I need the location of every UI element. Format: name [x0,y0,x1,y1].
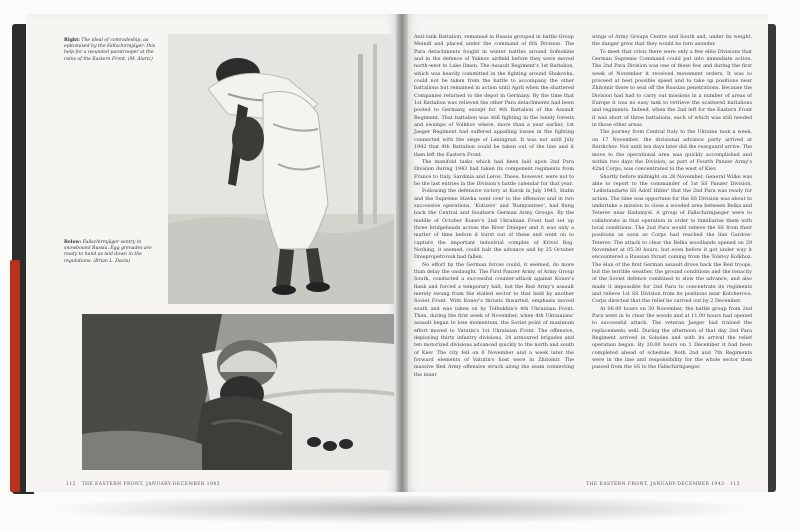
left-running-head: THE EASTERN FRONT, JANUARY-DECEMBER 1943 [81,482,220,487]
photo-sentry-snow-image [82,314,394,470]
column-b-paragraph: The journey from Central Italy to the Ukraine took a week, on 17 November, the divisional advance party arrived at Berdichev. Not until ten days later did the rearguard arrive. The move to the operational area was quickly accomplished and within two days the Division, as part of Fourth Panzer Army's 42nd Corps, was concentrated to the west of Kiev. [592,129,752,173]
photo-sentry-snow [82,314,394,470]
text-column-a [414,34,574,379]
right-folio: 113 [729,482,740,487]
column-b-paragraph: Shortly before midnight on 28 November, General Wilke was able to report to the commander of 1st SS Panzer Division, 'Leibstandarte SS Adolf Hitler' that the 2nd Para was ready for action. The time was opportune for the SS Division was about to undertake a mission to close a wooded area between Belka and Teterev near Radomysl. A group of Fallschirmjaeger were to collaborate in that operation in order to familiarise them with local conditions. The 2nd Para would relieve the SS from their positions as soon as Corps had reached the line Gardow-Teterev. The attack to clear the Belka woodlands opened on 29 November at 05.30 hours, but even before it got under way it encountered a Russian thrust coming from the Tolstoy Kolkhoz. The élan of the first German assault drove back the Red troops, but the terrible weather, the ground conditions and the tenacity of the Soviet defence combined to slow the advance, and also made it impossible for 2nd Para to concentrate its regiments and relieve 1st SS Division from its positions near Kotcherovo. Corps directed that the relief be carried out by 2 December. [592,173,752,305]
caption-bottom [64,240,160,265]
column-a-paragraph: Following the defensive victory at Kursk in July 1943, Stalin and the Supreme Stavka went over to the offensive and in two successive operations, 'Kutuzov' and 'Rumyantsev', had flung back the Central and Southern German Army Groups. By the middle of October Konev's 2nd Ukrainian Front had set up three bridgeheads across the River Dnieper and it was only a matter of time before it burst out of these and went on to capture the important industrial complex of Krivoi Rog. Nothing, it seemed, could halt the advance and by 25 October Dniepropetrovsk had fallen. [414,188,574,261]
book-cover-red-edge [10,260,20,492]
photo-carrying-wounded [168,34,394,304]
photo-carrying-wounded-image [168,34,394,304]
right-page-footer [586,482,740,487]
column-b-paragraph: To meet that crisis there were only a few elite Divisions that German Supreme Command could put into immediate action. The 2nd Para Division was one of these few and during the first week of November it received movement orders. It was to proceed at best possible speed and to take up positions near Zhitomir there to seal off the Russian penetrations. Because the Division had had to carry out missions in a number of areas of Europe it was no easy task to retrieve the scattered battalions and regiments. Indeed, when the 2nd left for the Eastern Front it was short of three battalions, each of which was still needed in those other areas. [592,48,752,129]
book-gutter [396,14,408,492]
caption-top-text: The ideal of comradeship, as epitomised by the Fallschirmjäger: this help for a wounded paratrooper at the ruins of the Eastern Front. (M. Alaric) [64,38,156,62]
right-running-head: THE EASTERN FRONT, JANUARY-DECEMBER 1943 [586,482,725,487]
column-a-paragraph: Anti-tank Battalion, remained in Russia grouped in battle Group Meindl and placed under the command of 6th Division. The Para detachments fought in winter battles around Sofeokine and in the defence of Yuknov airfield before they were moved north-west to Lake Ilmen. The Assault Regiment's 1st Battalion, which was heavily committed in the fighting around Shakovka, could not be taken from the battle to accompany the other battalions but remained in action until April when the shattered Companies returned to the depot in Germany. By the time that 1st Battalion was relieved the other Para detachments had been posted to Germany, except for 4th Battalion of the Assault Regiment. That battalion was still fighting in the lonely forests and swamps of Volkhov where, more than a year earlier, 1st Jaeger Regiment had suffered appalling losses in the fighting connected with the siege of Leningrad. It was not until July 1942 that 4th Battalion could be taken out of the line and it then left the Eastern Front. [414,34,574,158]
caption-top [64,38,160,63]
column-a-paragraph: No effort by the German forces could, it seemed, do more than delay the onslaught. The First Panzer Army, of Army Group South, conducted a successful counter-attack against Konev's flank and forced a temporary halt, but the Red Army's assault merely swung from the stalled sector to that held by another Soviet Front. With Konev's thrusts thwarted, emphasis moved south and was taken on by Tolbukhin's 4th Ukrainian Front. Then, during the first week of November, when 4th Ukrainians' assault began to lose momentum, the Soviet point of maximum effort moved to Vatutin's 1st Ukrainian Front. The offensive, deploying thirty infantry divisions, 24 armoured brigades and ten motorized divisions advanced quickly to the north and south of Kiev. The city fell on 6 November and a week later the forward elements of Vatutin's host were in Zhitomir. The massive Red Army offensive struck along the seam connecting the inner [414,261,574,378]
left-folio: 112 [66,482,76,487]
caption-bottom-text: Fallschirmjäger sentry in snowbound Russia. Egg grenades are ready to hand as laid down in the regulations. (Brian L. Davis) [64,240,152,264]
caption-bottom-lead: Below: [64,240,82,245]
column-b-paragraph: At 06.00 hours on 30 November, the battle group from 2nd Para went in to clear the woods and at 11.00 hours had opened to successful attack. The veteran Jaeger had trained the replacements well. During the afternoon of that day 2nd Para Regiment arrived in Soboles and with its arrival the relief operation began. By 20.00 hours on 1 December it had been completed ahead of schedule. Both 2nd and 7th Regiments were in the line and responsibility for the whole sector then passed from the SS to the Fallschirmjaeger. [592,305,752,371]
column-a-paragraph: The manifold tasks which had been laid upon 2nd Para Division during 1943 had taken its component regiments from France to Italy, Sardinia and Leros. These, however, were not to be the last entries in the Division's battle calendar for that year. [414,158,574,187]
left-page-footer [66,482,220,487]
text-column-b [592,34,752,372]
caption-top-lead: Right: [64,38,80,43]
table-shadow [40,494,760,524]
column-b-paragraph: wings of Army Groups Centre and South and, under its weight, the danger grew that they would be torn asunder. [592,34,752,48]
